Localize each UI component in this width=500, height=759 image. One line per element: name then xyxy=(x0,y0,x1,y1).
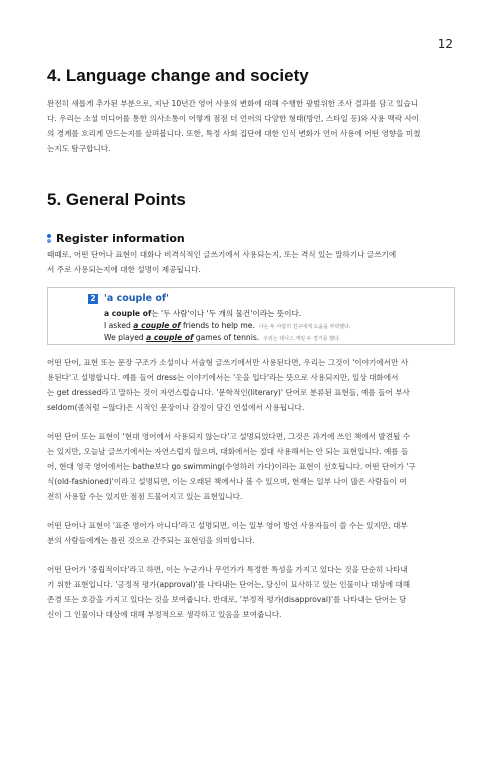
paragraph-non-standard xyxy=(47,518,455,548)
text-line: 의 경계를 흐리게 만드는지를 살펴봅니다. 또한, 특정 사회 집단에 대한 인식 변화가 언어 사용에 어떤 영향을 미쳤 xyxy=(47,129,421,138)
text-line: 어떤 단어가 '중립적이다'라고 하면, 이는 누군가나 무언가가 특정한 특성을 가지고 있다는 것을 단순히 나타내 xyxy=(47,565,408,574)
text-line: 전히 사용할 수는 있지만 점점 드물어지고 있는 표현입니다. xyxy=(47,492,243,501)
sentence-part: We played xyxy=(104,333,147,342)
text-line: 는 있지만, 오늘날 글쓰기에서는 자연스럽지 않으며, 대화에서는 절대 사용해서는 안 되는 표현입니다. 예를 들 xyxy=(47,447,409,456)
paragraph-old-fashioned xyxy=(47,429,455,504)
bullet-icon xyxy=(47,234,53,243)
text-line: 어, 현대 영국 영어에서는 bathe보다 go swimming(수영하러 가다)이라는 표현이 선호됩니다. 어떤 단어가 '구 xyxy=(47,462,416,471)
example-headword xyxy=(88,293,169,304)
example-definition xyxy=(104,308,301,319)
text-line: 어떤 단어나 표현이 '표준 영어가 아니다'라고 설명되면, 이는 일부 영어 방언 사용자들이 쓸 수는 있지만, 대부 xyxy=(47,521,408,530)
text-line: 서 주로 사용되는지에 대한 설명이 제공됩니다. xyxy=(47,265,201,274)
sentence-gloss: 우리는 테니스 게임 두 경기를 했다. xyxy=(263,336,341,342)
headword-text: 'a couple of' xyxy=(104,293,169,304)
text-line: 존경 또는 호감을 가지고 있다는 것을 보여줍니다. 반대로, '부정적 평가(disapproval)'를 나타내는 단어는 당 xyxy=(47,595,407,604)
sentence-part: games of tennis. xyxy=(193,333,260,342)
text-line: 어떤 단어 또는 표현이 '현대 영어에서 사용되지 않는다'고 설명되었다면, 그것은 과거에 쓰인 책에서 발견될 수 xyxy=(47,432,411,441)
sentence-part: friends to help me. xyxy=(180,321,255,330)
text-line: 완전히 새롭게 추가된 부분으로, 지난 10년간 영어 사용의 변화에 대해 수행한 광범위한 조사 결과를 담고 있습니 xyxy=(47,99,419,108)
text-line: seldom(좀처럼 ~않다)은 시적인 문장이나 감정이 담긴 연설에서 사용됩니다. xyxy=(47,403,305,412)
text-line: 는 get dressed라고 말하는 것이 자연스럽습니다. '문학적인(literary)' 단어로 분류된 표현들, 예를 들어 부사 xyxy=(47,388,410,397)
example-sentence-1 xyxy=(104,321,351,330)
example-sentence-2 xyxy=(104,333,340,342)
text-line: 어떤 단어, 표현 또는 문장 구조가 소설이나 서술형 글쓰기에서만 사용된다면, 우리는 그것이 '이야기에서만 사 xyxy=(47,358,409,367)
text-line: 신이 그 인물이나 대상에 대해 부정적으로 생각하고 있음을 보여줍니다. xyxy=(47,610,282,619)
text-line: 식(old-fashioned)'이라고 설명되면, 이는 오래된 책에서나 볼 수 있으며, 현재는 일부 나이 많은 사람들이 여 xyxy=(47,477,407,486)
text-line: 다. 우리는 소셜 미디어를 통한 의사소통이 어떻게 점점 더 언어의 다양한 형태(방언, 스타일 등)와 사용 맥락 사이 xyxy=(47,114,420,123)
entry-number-badge: 2 xyxy=(88,294,98,304)
sentence-emphasis: a couple of xyxy=(146,333,194,342)
sentence-gloss: 나는 두 사람의 친구에게 도움을 부탁했다. xyxy=(258,324,351,330)
register-info-heading-text: Register information xyxy=(56,232,185,245)
text-line: 분의 사람들에게는 틀린 것으로 간주되는 표현임을 의미합니다. xyxy=(47,536,255,545)
register-intro-paragraph xyxy=(47,247,455,277)
page-number: 12 xyxy=(437,37,453,51)
sentence-emphasis: a couple of xyxy=(133,321,181,330)
sentence-part: I asked xyxy=(104,321,134,330)
section-4-paragraph xyxy=(47,96,455,156)
paragraph-approval xyxy=(47,562,455,622)
text-line: 는지도 탐구합니다. xyxy=(47,144,111,153)
definition-text: 는 '두 사람'이나 '두 개의 물건'이라는 뜻이다. xyxy=(151,309,302,318)
paragraph-narrative-usage xyxy=(47,355,455,415)
text-line: 때때로, 어떤 단어나 표현이 대화나 비격식적인 글쓰기에서 사용되는지, 또는 격식 있는 말하기나 글쓰기에 xyxy=(47,250,397,259)
text-line: 기 위한 표현입니다. '긍정적 평가(approval)'를 나타내는 단어는, 당신이 묘사하고 있는 인물이나 대상에 대해 xyxy=(47,580,411,589)
section-4-title: 4. Language change and society xyxy=(47,66,309,85)
section-5-title: 5. General Points xyxy=(47,190,186,209)
definition-term: a couple of xyxy=(104,309,152,318)
register-info-heading xyxy=(47,232,185,245)
example-entry-box xyxy=(47,287,455,345)
text-line: 용된다'고 설명합니다. 예를 들어 dress는 이야기에서는 '옷을 입다'라는 뜻으로 사용되지만, 일상 대화에서 xyxy=(47,373,399,382)
